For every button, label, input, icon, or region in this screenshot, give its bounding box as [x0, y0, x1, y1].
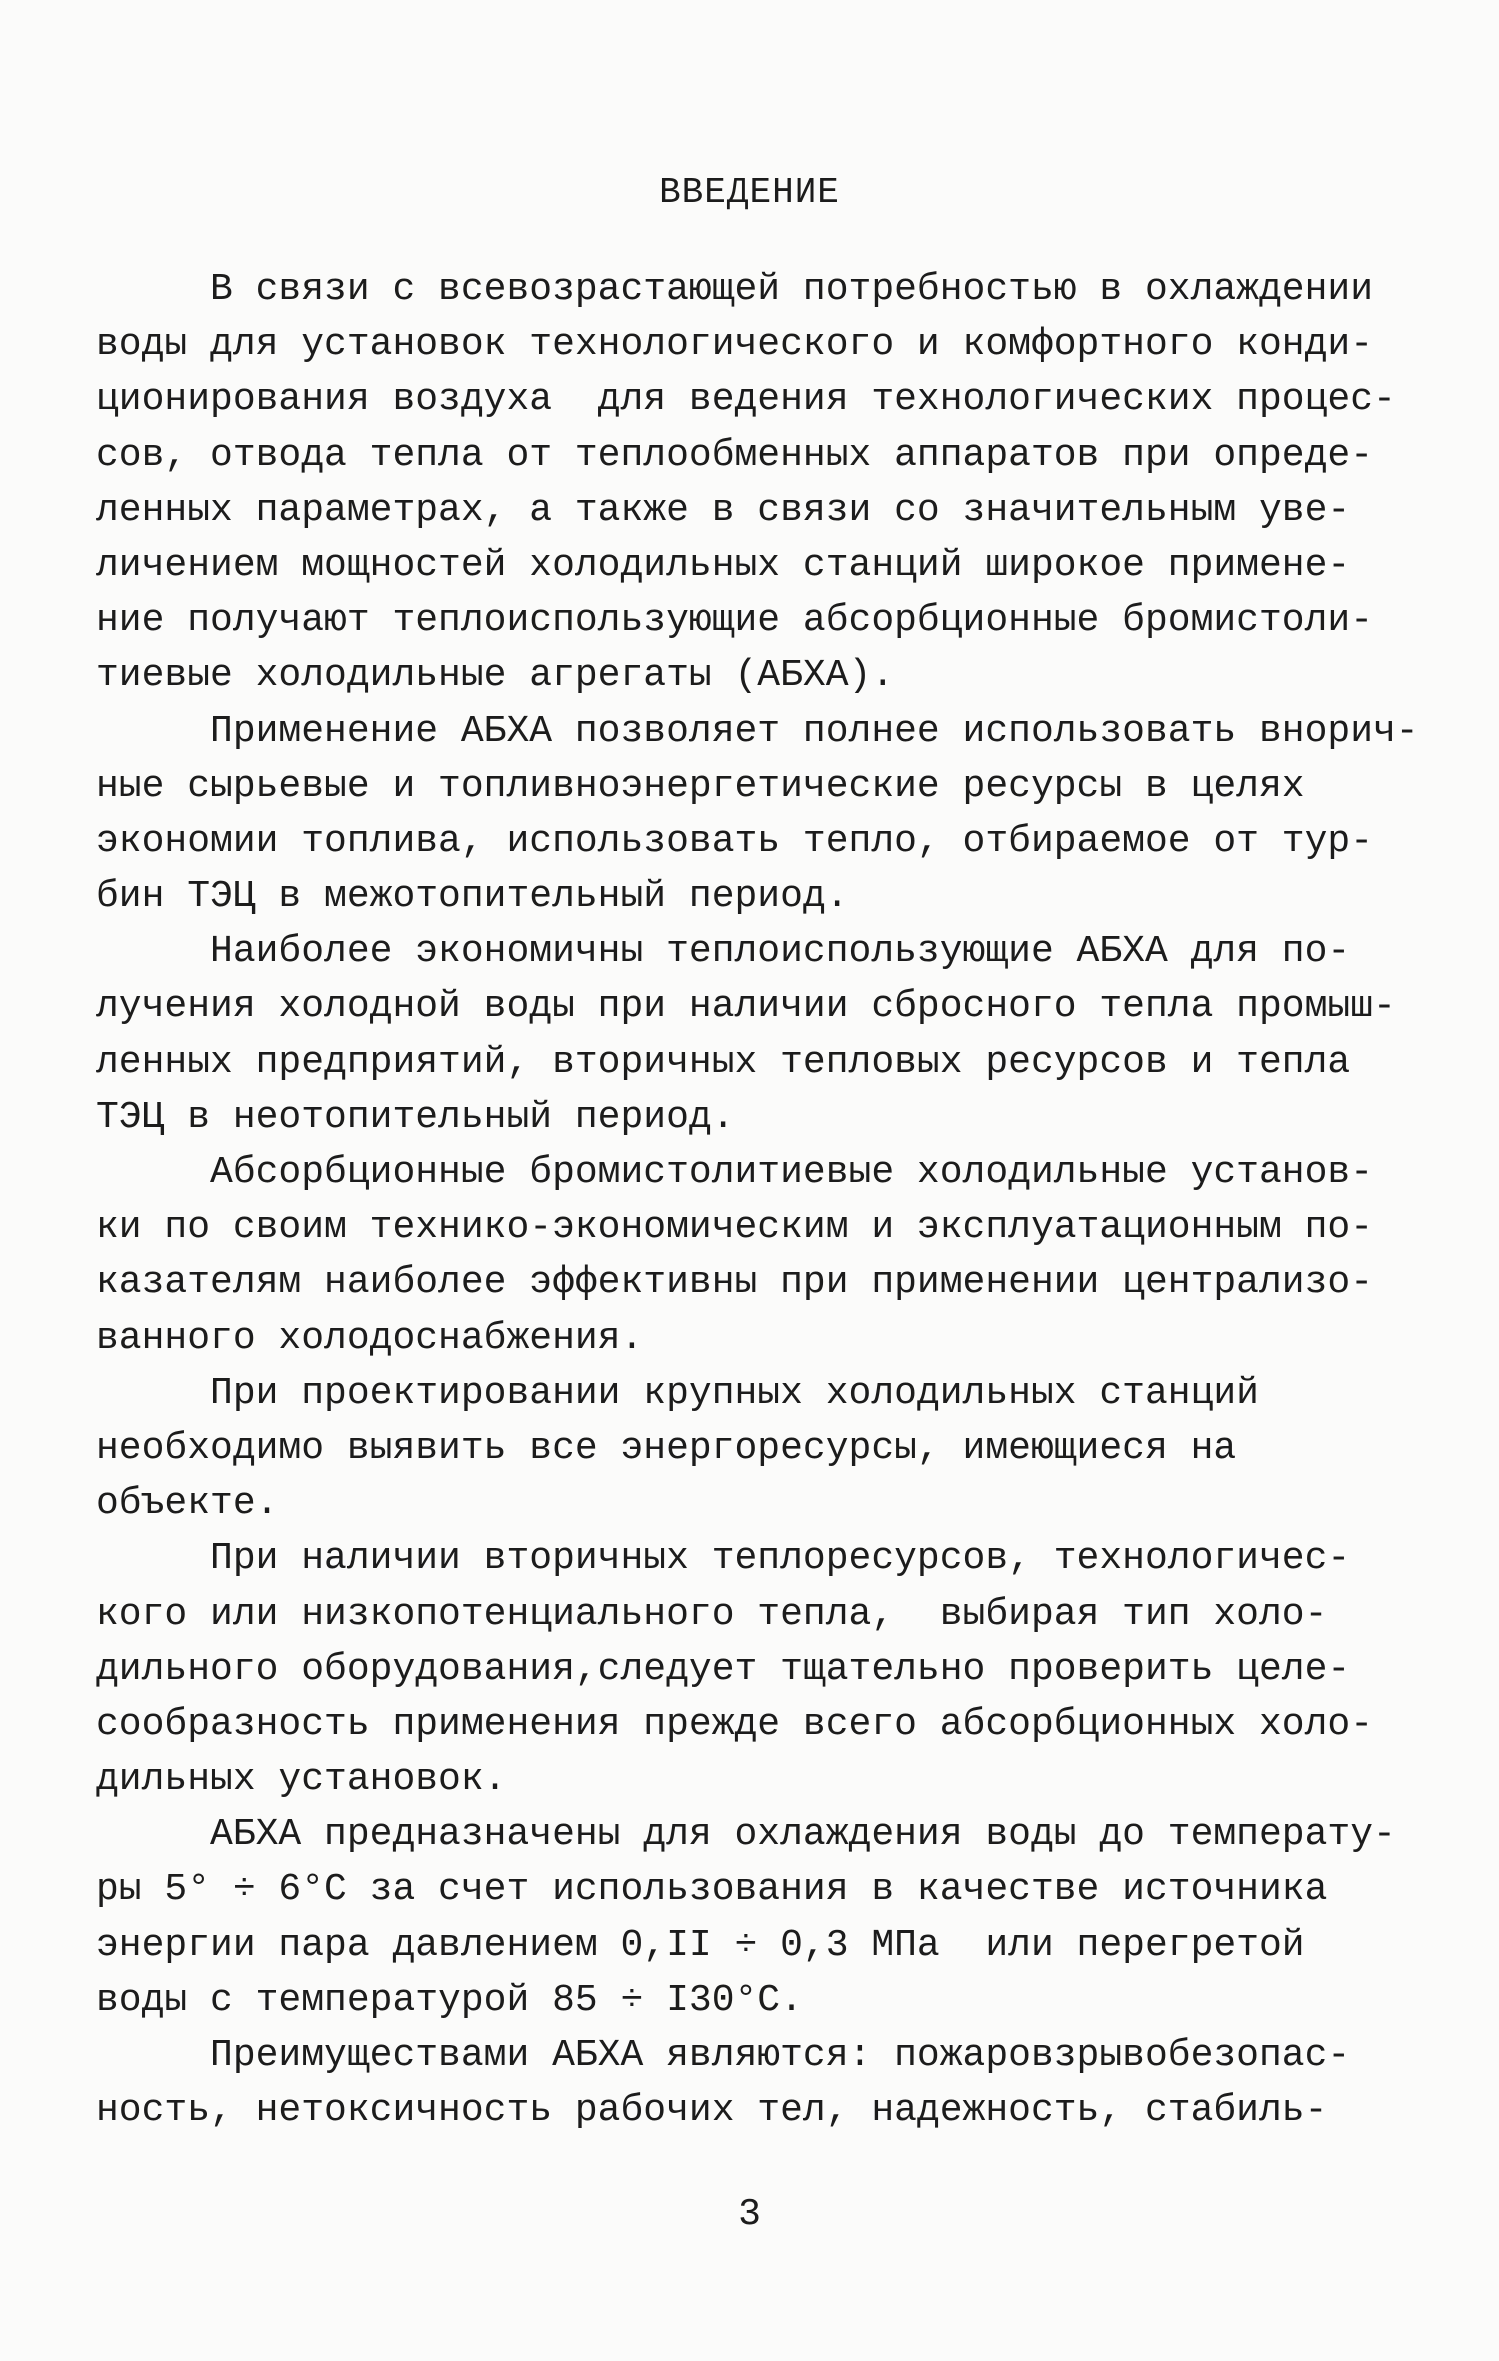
- text-line: воды с температурой 85 ÷ I30°С.: [96, 1978, 803, 2022]
- text-line: казателям наиболее эффективны при применении централизо-: [96, 1261, 1374, 1305]
- text-line: сов, отвода тепла от теплообменных аппаратов при опреде-: [96, 433, 1374, 477]
- text-line: ные сырьевые и топливноэнергетические ресурсы в целях: [96, 764, 1305, 808]
- text-line: дильных установок.: [96, 1758, 507, 1802]
- text-line: ТЭЦ в неотопительный период.: [96, 1095, 735, 1139]
- section-title: ВВЕДЕНИЕ: [659, 172, 840, 213]
- text-line: воды для установок технологического и комфортного конди-: [96, 323, 1374, 367]
- text-line: экономии топлива, использовать тепло, отбираемое от тур-: [96, 819, 1374, 863]
- text-line: необходимо выявить все энергоресурсы, имеющиеся на: [96, 1426, 1237, 1470]
- text-line: дильного оборудования,следует тщательно проверить целе-: [96, 1647, 1351, 1691]
- text-line: объекте.: [96, 1482, 279, 1526]
- text-line: сообразность применения прежде всего абсорбционных холо-: [96, 1702, 1374, 1746]
- text-line: ванного холодоснабжения.: [96, 1316, 644, 1360]
- text-line: Абсорбционные бромистолитиевые холодильные установ-: [96, 1151, 1374, 1194]
- text-line: При наличии вторичных теплоресурсов, технологичес-: [96, 1537, 1351, 1581]
- body-text: [96, 262, 1419, 2138]
- text-line: тиевые холодильные агрегаты (АБХА).: [96, 654, 895, 698]
- text-line: ционирования воздуха для ведения технологических процес-: [96, 378, 1396, 422]
- text-line: Наиболее экономичны теплоиспользующие АБХА для по-: [96, 930, 1351, 974]
- text-line: АБХА предназначены для охлаждения воды до температу-: [96, 1813, 1396, 1857]
- text-line: В связи с всевозрастающей потребностью в охлаждении: [96, 268, 1374, 311]
- text-line: Применение АБХА позволяет полнее использовать внорич-: [96, 709, 1419, 753]
- text-line: ры 5° ÷ 6°С за счет использования в качестве источника: [96, 1868, 1328, 1912]
- text-line: кого или низкопотенциального тепла, выбирая тип холо-: [96, 1592, 1328, 1636]
- text-line: ки по своим технико-экономическим и эксплуатационным по-: [96, 1206, 1374, 1250]
- text-line: лучения холодной воды при наличии сбросного тепла промыш-: [96, 985, 1396, 1029]
- text-line: личением мощностей холодильных станций широкое примене-: [96, 543, 1351, 587]
- text-line: ленных предприятий, вторичных тепловых ресурсов и тепла: [96, 1040, 1351, 1084]
- text-line: ленных параметрах, а также в связи со значительным уве-: [96, 488, 1351, 532]
- text-line: Преимуществами АБХА являются: пожаровзрывобезопас-: [96, 2034, 1351, 2077]
- text-line: бин ТЭЦ в межотопительный период.: [96, 875, 849, 919]
- page-number: 3: [738, 2193, 761, 2236]
- text-line: ность, нетоксичность рабочих тел, надежность, стабиль-: [96, 2089, 1328, 2133]
- text-line: ние получают теплоиспользующие абсорбционные бромистоли-: [96, 599, 1374, 643]
- text-line: При проектировании крупных холодильных станций: [96, 1371, 1259, 1415]
- text-line: энергии пара давлением 0,II ÷ 0,3 МПа или перегретой: [96, 1923, 1305, 1967]
